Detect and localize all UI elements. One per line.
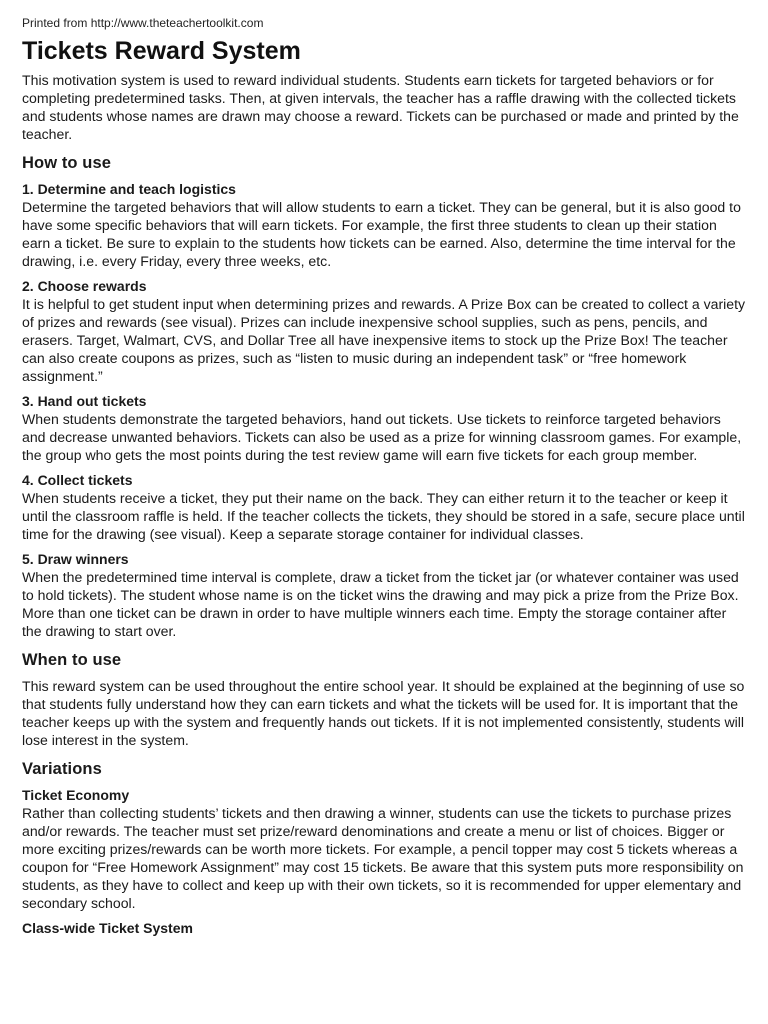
step-item [22, 471, 746, 543]
when-to-use-heading: When to use [22, 651, 122, 669]
variations-section [22, 759, 746, 937]
when-to-use-section [22, 650, 746, 749]
step-title: 4. Collect tickets [22, 472, 133, 488]
step-title: 3. Hand out tickets [22, 393, 147, 409]
variation-title: Class-wide Ticket System [22, 920, 193, 936]
variation-body: Rather than collecting students’ tickets and then drawing a winner, students can use the tickets to purchase prizes and/or rewards. The teacher must set prize/reward denominations and create a menu or list of choices. Bigger or more exciting prizes/rewards can be worth more tickets. For example, a pencil topper may cost 5 tickets whereas a coupon for “Free Homework Assignment” may cost 15 tickets. Be aware that this system puts more responsibility on students, as they have to collect and keep up with their own tickets, so it is recommended for upper elementary and secondary school. [22, 805, 744, 911]
variation-title: Ticket Economy [22, 787, 130, 803]
step-title: 2. Choose rewards [22, 278, 147, 294]
intro-paragraph: This motivation system is used to reward individual students. Students earn tickets for targeted behaviors or for completing predetermined tasks. Then, at given intervals, the teacher has a raffle drawing with the collected tickets and students whose names are drawn may choose a reward. Tickets can be purchased or made and printed by the teacher. [22, 72, 739, 142]
step-item [22, 180, 746, 270]
printed-from-header: Printed from http://www.theteachertoolkit.com [22, 16, 264, 30]
how-to-use-section [22, 153, 746, 640]
step-body: When the predetermined time interval is complete, draw a ticket from the ticket jar (or whatever container was used to hold tickets). The student whose name is on the ticket wins the drawing and may pick a prize from the Prize Box. More than one ticket can be drawn in order to have multiple winners each time. Empty the storage container after the drawing to start over. [22, 569, 739, 639]
step-body: When students demonstrate the targeted behaviors, hand out tickets. Use tickets to reinforce targeted behaviors and decrease unwanted behaviors. Tickets can also be used as a prize for winning classroom games. For example, the group who gets the most points during the test review game will earn five tickets for each group member. [22, 411, 742, 463]
step-body: It is helpful to get student input when determining prizes and rewards. A Prize Box can be created to collect a variety of prizes and rewards (see visual). Prizes can include inexpensive school supplies, such as pens, pencils, and erasers. Target, Walmart, CVS, and Dollar Tree all have inexpensive items to stock up the Prize Box! The teacher can also create coupons as prizes, such as “listen to music during an independent task” or “free homework assignment.” [22, 296, 746, 384]
variation-item [22, 919, 746, 937]
step-item [22, 392, 746, 464]
page-title: Tickets Reward System [22, 37, 301, 65]
step-item [22, 277, 746, 385]
step-item [22, 550, 746, 640]
when-to-use-body: This reward system can be used throughout the entire school year. It should be explained at the beginning of use so that students fully understand how they can earn tickets and what the tickets will be used for. It is important that the teacher keeps up with the system and frequently hands out tickets. If it is not implemented consistently, students will lose interest in the system. [22, 678, 745, 748]
step-title: 5. Draw winners [22, 551, 129, 567]
step-body: Determine the targeted behaviors that will allow students to earn a ticket. They can be general, but it is also good to have some specific behaviors that will earn tickets. For example, the first three students to clean up their station earn a ticket. Be sure to explain to the students how tickets can be earned. Also, determine the time interval for the drawing, i.e. every Friday, every three weeks, etc. [22, 199, 741, 269]
variation-item [22, 786, 746, 912]
step-body: When students receive a ticket, they put their name on the back. They can either return it to the teacher or keep it until the classroom raffle is held. If the teacher collects the tickets, they should be stored in a safe, secure place until time for the drawing (see visual). Keep a separate storage container for individual classes. [22, 490, 745, 542]
how-to-use-heading: How to use [22, 154, 112, 172]
step-title: 1. Determine and teach logistics [22, 181, 236, 197]
variations-heading: Variations [22, 760, 102, 778]
